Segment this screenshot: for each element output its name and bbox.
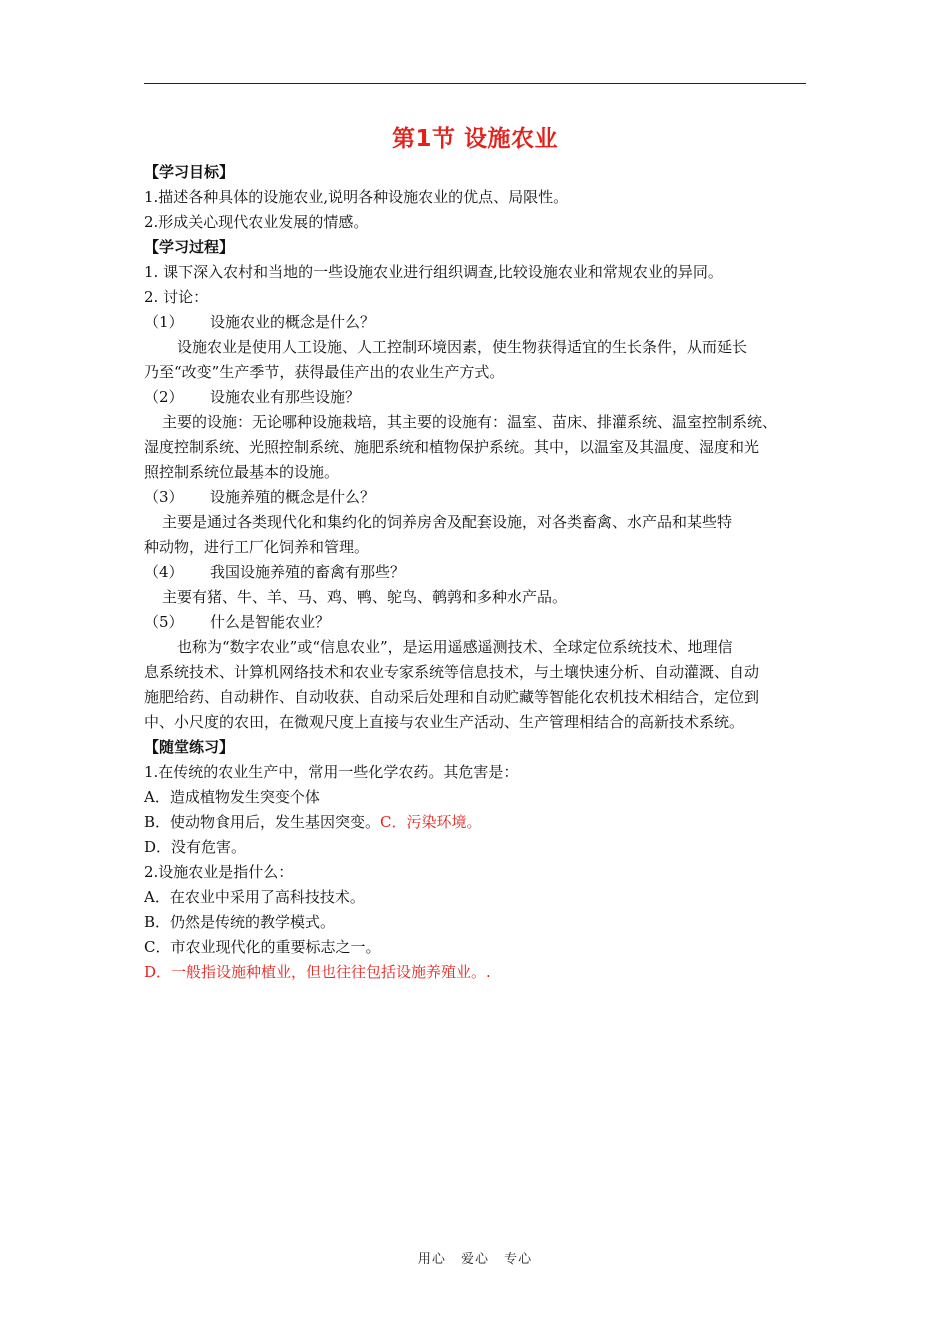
answer-line: 照控制系统位最基本的设施。: [144, 463, 340, 481]
option-c: C．市农业现代化的重要标志之一。: [144, 938, 381, 956]
goals-heading: 【学习目标】: [144, 163, 235, 181]
answer-line: 主要是通过各类现代化和集约化的饲养房舍及配套设施，对各类畜禽、水产品和某些特: [162, 513, 733, 531]
question-text: 设施养殖的概念是什么？: [210, 488, 376, 506]
answer-line: 湿度控制系统、光照控制系统、施肥系统和植物保护系统。其中，以温室及其温度、湿度和光: [144, 438, 760, 456]
goal-item: 1.描述各种具体的设施农业,说明各种设施农业的优点、局限性。: [144, 188, 569, 206]
question-label: （4）: [144, 563, 184, 581]
answer-line: 设施农业是使用人工设施、人工控制环境因素，使生物获得适宜的生长条件，从而延长: [177, 338, 748, 356]
answer-line: 也称为“数字农业”或“信息农业”，是运用遥感遥测技术、全球定位系统技术、地理信: [177, 638, 733, 656]
goal-item: 2.形成关心现代农业发展的情感。: [144, 213, 369, 231]
process-item-2: 2. 讨论：: [144, 288, 209, 306]
page-footer: [0, 1248, 950, 1267]
option-a: A．在农业中采用了高科技技术。: [144, 888, 365, 906]
practice-question-1: 1.在传统的农业生产中，常用一些化学农药。其危害是：: [144, 763, 519, 781]
answer-line: 息系统技术、计算机网络技术和农业专家系统等信息技术，与土壤快速分析、自动灌溉、自动: [144, 663, 760, 681]
answer-line: 种动物，进行工厂化饲养和管理。: [144, 538, 370, 556]
question-1: [144, 310, 814, 335]
question-label: （5）: [144, 613, 184, 631]
footer-word: 专心: [504, 1252, 533, 1267]
answer-line: 乃至“改变”生产季节，获得最佳产出的农业生产方式。: [144, 363, 505, 381]
option-b: B．使动物食用后，发生基因突变。: [144, 813, 381, 831]
process-heading: 【学习过程】: [144, 238, 235, 256]
header-rule: [144, 83, 806, 84]
question-text: 什么是智能农业？: [210, 613, 331, 631]
footer-word: 用心: [417, 1252, 446, 1267]
answer-line: 中、小尺度的农田，在微观尺度上直接与农业生产活动、生产管理相结合的高新技术系统。: [144, 713, 745, 731]
option-b-line: [144, 810, 814, 835]
question-text: 设施农业有那些设施？: [210, 388, 361, 406]
option-b: B．仍然是传统的教学模式。: [144, 913, 336, 931]
question-label: （2）: [144, 388, 184, 406]
process-item-1: 1. 课下深入农村和当地的一些设施农业进行组织调查,比较设施农业和常规农业的异同。: [144, 263, 723, 281]
answer-line: 施肥给药、自动耕作、自动收获、自动采后处理和自动贮藏等智能化农机技术相结合，定位到: [144, 688, 760, 706]
question-5: [144, 610, 814, 635]
question-3: [144, 485, 814, 510]
question-text: 我国设施养殖的畜禽有那些？: [210, 563, 406, 581]
question-4: [144, 560, 814, 585]
answer-line: 主要的设施：无论哪种设施栽培，其主要的设施有：温室、苗床、排灌系统、温室控制系统、: [162, 413, 778, 431]
practice-heading: 【随堂练习】: [144, 738, 235, 756]
footer-word: 爱心: [460, 1252, 489, 1267]
option-c-answer: C．污染环境。: [380, 813, 482, 831]
question-2: [144, 385, 814, 410]
document-body: [144, 160, 814, 985]
page-title: 第1节 设施农业: [391, 126, 558, 152]
answer-line: 主要有猪、牛、羊、马、鸡、鸭、鸵鸟、鹌鹑和多种水产品。: [162, 588, 568, 606]
option-d: D．没有危害。: [144, 838, 247, 856]
question-label: （1）: [144, 313, 184, 331]
option-d-answer: D．一般指设施种植业，但也往往包括设施养殖业。.: [144, 963, 491, 981]
practice-question-2: 2.设施农业是指什么：: [144, 863, 294, 881]
question-label: （3）: [144, 488, 184, 506]
question-text: 设施农业的概念是什么？: [210, 313, 376, 331]
option-a: A．造成植物发生突变个体: [144, 788, 320, 806]
